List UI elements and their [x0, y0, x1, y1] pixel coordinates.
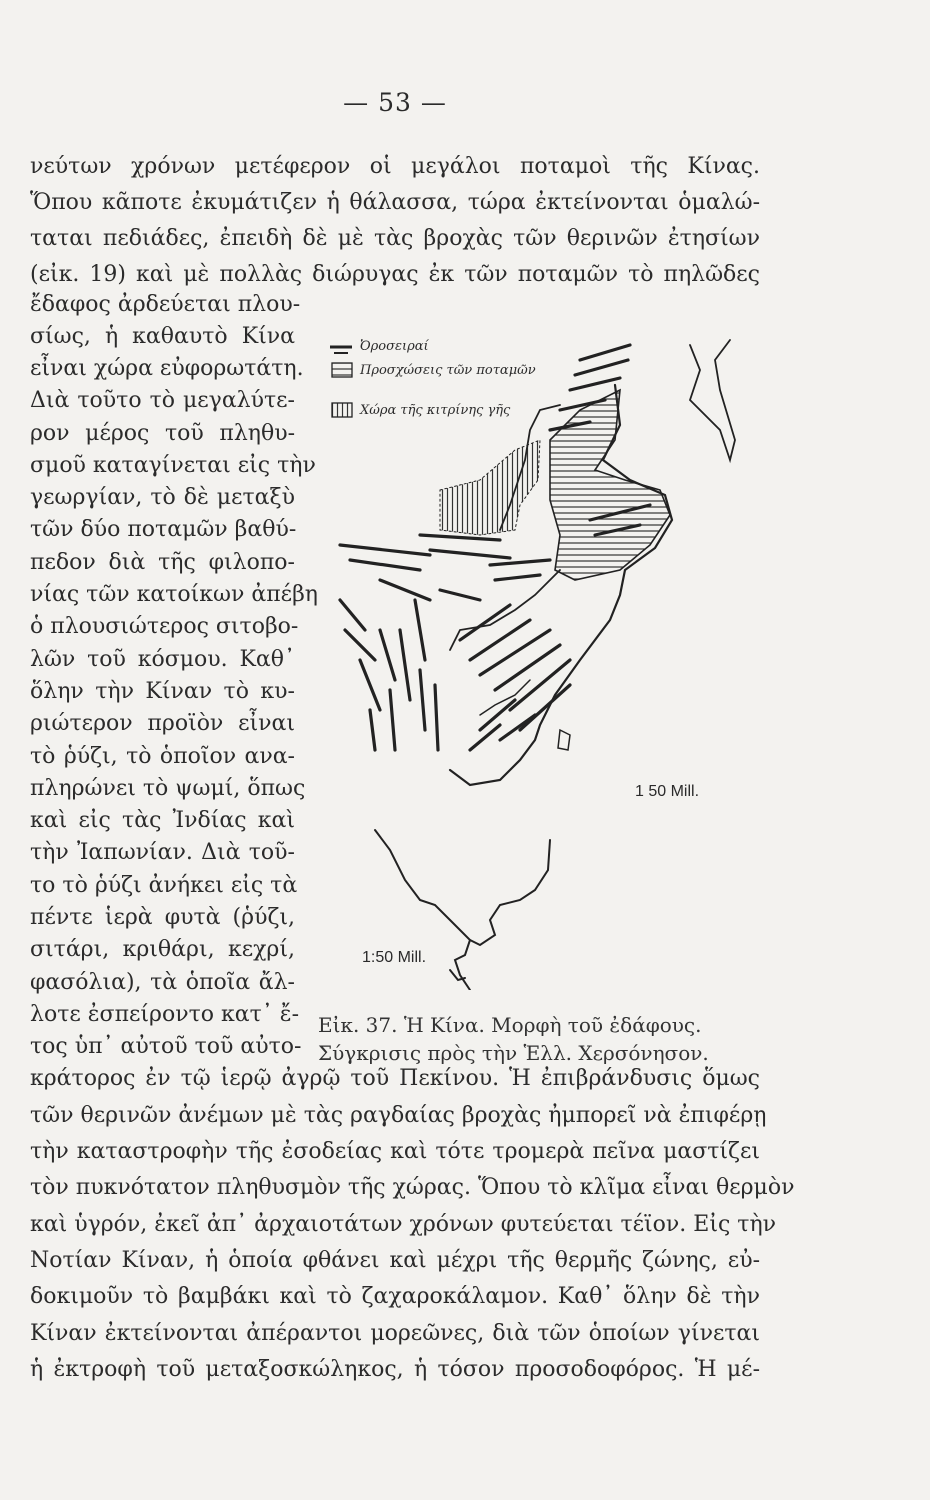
text-line: σμοῦ καταγίνεται εἰς τὴν	[30, 453, 316, 478]
text-line: ἡ ἐκτροφὴ τοῦ μεταξοσκώληκος, ἡ τόσον προσοδοφόρος. Ἡ μέ-	[30, 1357, 760, 1382]
text-line: τὴν καταστροφὴν τῆς ἐσοδείας καὶ τότε τρομερὰ πεῖνα μαστίζει	[30, 1139, 760, 1164]
legend-loess: Χώρα τῆς κιτρίνης γῆς	[360, 403, 511, 418]
hainan-island	[558, 730, 570, 750]
text-line: καὶ ὑγρόν, ἐκεῖ ἀπ᾽ ἀρχαιοτάτων χρόνων φυτεύεται τέϊον. Εἰς τὴν	[30, 1212, 777, 1237]
text-line: λοτε ἐσπείροντο κατ᾽ ἔ-	[30, 1002, 300, 1027]
text-line: (εἰκ. 19) καὶ μὲ πολλὰς διώρυγας ἐκ τῶν ποταμῶν τὸ πηλῶδες	[30, 262, 760, 287]
text-line: πληρώνει τὸ ψωμί, ὅπως	[30, 776, 306, 801]
text-line: ἔδαφος ἀρδεύεται πλου-	[30, 292, 301, 317]
text-line: τὸν πυκνότατον πληθυσμὸν τῆς χώρας. Ὅπου τὸ κλῖμα εἶναι θερμὸν	[30, 1175, 795, 1200]
page-number: — 53 —	[343, 88, 447, 117]
text-line: λῶν τοῦ κόσμου. Καθ᾽	[30, 647, 295, 672]
text-line: εἶναι χώρα εὐφορωτάτη.	[30, 356, 304, 381]
legend-alluvium: Προσχώσεις τῶν ποταμῶν	[360, 363, 536, 378]
text-line: ταται πεδιάδες, ἐπειδὴ δὲ μὲ τὰς βροχὰς τῶν θερινῶν ἐτησίων	[30, 226, 760, 251]
china-map-figure	[320, 330, 750, 990]
text-line: γεωργίαν, τὸ δὲ μεταξὺ	[30, 485, 295, 510]
text-line: ρον μέρος τοῦ πληθυ-	[30, 421, 295, 446]
text-line: Ὅπου κᾶποτε ἐκυμάτιζεν ἡ θάλασσα, τώρα ἐκτείνονται ὁμαλώ-	[30, 190, 760, 215]
text-line: τὸ ῥύζι, τὸ ὁποῖον ανα-	[30, 744, 295, 769]
text-line: καὶ εἰς τὰς Ἰνδίας καὶ	[30, 808, 295, 833]
text-line: δοκιμοῦν τὸ βαμβάκι καὶ τὸ ζαχαροκάλαμον. Καθ᾽ ὅλην δὲ τὴν	[30, 1284, 760, 1309]
figure-caption-line2: Σύγκρισις πρὸς τὴν Ἑλλ. Χερσόνησον.	[318, 1041, 709, 1065]
scale-label-greece: 1:50 Mill.	[362, 949, 427, 966]
text-line: Διὰ τοῦτο τὸ μεγαλύτε-	[30, 388, 295, 413]
text-line: πεδον διὰ τῆς φιλοπο-	[30, 550, 295, 575]
text-line: σίως, ἡ καθαυτὸ Κίνα	[30, 324, 295, 349]
text-line: νεύτων χρόνων μετέφερον οἱ μεγάλοι ποταμοὶ τῆς Κίνας.	[30, 154, 760, 179]
text-line: κράτορος ἐν τῷ ἱερῷ ἀγρῷ τοῦ Πεκίνου. Ἡ ἐπιβράνδυσις ὅμως	[30, 1066, 760, 1091]
text-line: τὴν Ἰαπωνίαν. Διὰ τοῦ-	[30, 840, 295, 865]
text-line: το τὸ ῥύζι ἀνήκει εἰς τὰ	[30, 873, 298, 898]
figure-caption-line1: Εἰκ. 37. Ἡ Κίνα. Μορφὴ τοῦ ἐδάφους.	[318, 1013, 702, 1037]
legend-mountains: Ὀροσειραί	[360, 339, 429, 354]
text-line: τος ὑπ᾽ αὐτοῦ τοῦ αὐτο-	[30, 1034, 302, 1059]
text-line: σιτάρι, κριθάρι, κεχρί,	[30, 937, 295, 962]
text-line: τῶν θερινῶν ἀνέμων μὲ τὰς ραγδαίας βροχὰς ἠμπορεῖ νὰ ἐπιφέρῃ	[30, 1103, 767, 1128]
loess-legend-symbol	[332, 403, 352, 417]
text-line: νίας τῶν κατοίκων ἀπέβη	[30, 582, 318, 607]
greece-comparison-map	[375, 830, 550, 990]
text-line: Κίναν ἐκτείνονται ἀπέραντοι μορεῶνες, διὰ τῶν ὁποίων γίνεται	[30, 1321, 760, 1346]
text-line: ὅλην τὴν Κίναν τὸ κυ-	[30, 679, 295, 704]
text-line: ριώτερον προϊὸν εἶναι	[30, 711, 295, 736]
korea-coastline	[690, 340, 735, 460]
map-legend	[330, 339, 536, 418]
text-line: τῶν δύο ποταμῶν βαθύ-	[30, 517, 297, 542]
text-line: πέντε ἱερὰ φυτὰ (ῥύζι,	[30, 905, 295, 930]
text-line: ὁ πλουσιώτερος σιτοβο-	[30, 614, 299, 639]
scale-label-china: 1 50 Mill.	[635, 783, 700, 800]
loess-region	[440, 440, 540, 535]
text-line: φασόλια), τὰ ὁποῖα ἄλ-	[30, 970, 295, 995]
alluvium-legend-symbol	[332, 363, 352, 377]
text-line: Νοτίαν Κίναν, ἡ ὁποία φθάνει καὶ μέχρι τῆς θερμῆς ζώνης, εὐ-	[30, 1248, 760, 1273]
